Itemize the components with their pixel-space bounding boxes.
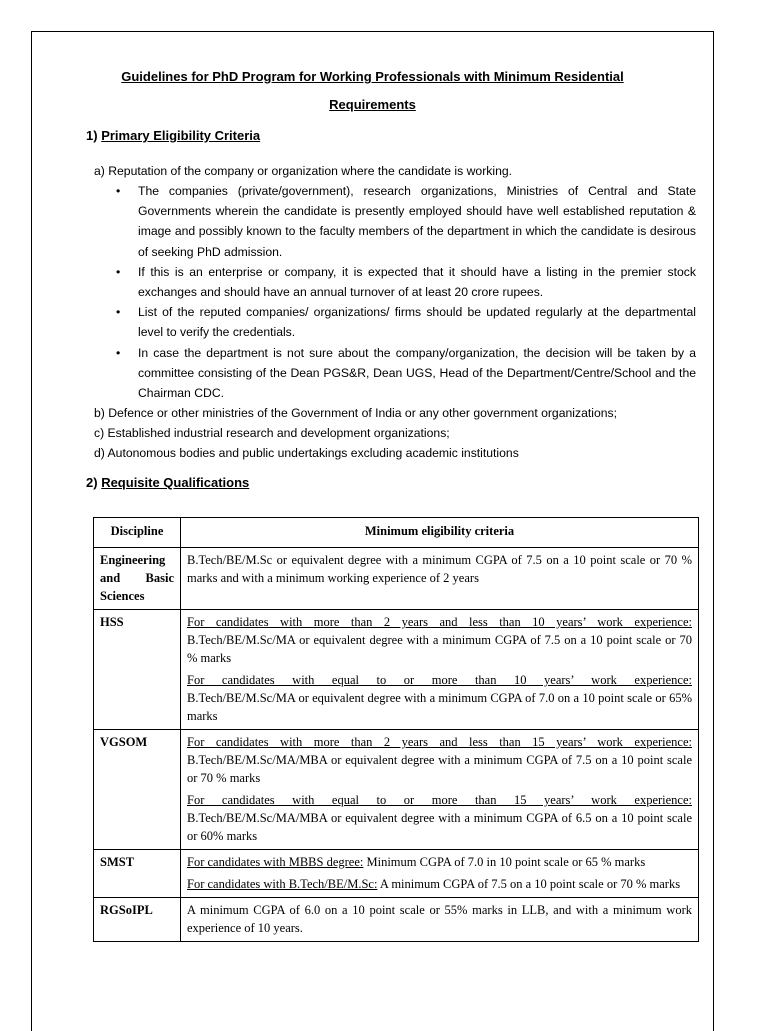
criterion-d: d) Autonomous bodies and public undertakings excluding academic institutions [94, 446, 519, 460]
criteria-paragraph [187, 613, 692, 667]
bullet-item: • The companies (private/government), research organizations, Ministries of Central and State Governments wherein the candidate is presently employed should have well established reputation & image and possibly known to the faculty members of the department in which the candidate is desirous of seeking PhD admission. [116, 181, 696, 262]
qualifications-table [93, 517, 699, 942]
criteria-text: B.Tech/BE/M.Sc/MA/MBA or equivalent degree with a minimum CGPA of 7.5 on a 10 point scale or 70 % marks [187, 753, 692, 785]
criteria-paragraph [187, 791, 692, 845]
criteria-paragraph [187, 853, 692, 871]
document-title-line2: Requirements [329, 97, 416, 112]
criteria-cell [181, 548, 699, 610]
discipline-cell: RGSoIPL [94, 898, 181, 942]
bullet-item: • In case the department is not sure about the company/organization, the decision will be taken by a committee consisting of the Dean PGS&R, Dean UGS, Head of the Department/Centre/School and the Chairman CDC. [116, 343, 696, 404]
criteria-text: B.Tech/BE/M.Sc or equivalent degree with a minimum CGPA of 7.5 on a 10 point scale or 70 % marks and with a minimum working experience of 2 years [187, 553, 692, 585]
document-title-line1: Guidelines for PhD Program for Working Professionals with Minimum Residential [121, 69, 624, 84]
criterion-c: c) Established industrial research and development organizations; [94, 426, 450, 440]
criteria-label: For candidates with B.Tech/BE/M.Sc: [187, 877, 378, 891]
criteria-paragraph [187, 671, 692, 725]
section-number: 2) [86, 475, 98, 490]
criteria-text: A minimum CGPA of 7.5 on a 10 point scale or 70 % marks [377, 877, 681, 891]
criteria-text: Minimum CGPA of 7.0 in 10 point scale or 65 % marks [363, 855, 646, 869]
bullet-item: • List of the reputed companies/ organizations/ firms should be updated regularly at the departmental level to verify the credentials. [116, 302, 696, 342]
criterion-a-bullets [116, 181, 696, 403]
criteria-text: B.Tech/BE/M.Sc/MA/MBA or equivalent degree with a minimum CGPA of 6.5 on a 10 point scale or 60% marks [187, 811, 692, 843]
criterion-a: a) Reputation of the company or organization where the candidate is working. [94, 164, 513, 178]
criteria-label: For candidates with more than 2 years and less than 15 years’ work experience: [187, 735, 692, 749]
discipline-cell: Engineering and Basic Sciences [94, 548, 181, 610]
criterion-b: b) Defence or other ministries of the Government of India or any other government organizations; [94, 406, 617, 420]
discipline-cell: VGSOM [94, 730, 181, 850]
table-row [94, 610, 699, 730]
section-number: 1) [86, 128, 98, 143]
bullet-item: • If this is an enterprise or company, it is expected that it should have a listing in the premier stock exchanges and should have an annual turnover of at least 20 crore rupees. [116, 262, 696, 302]
table-row [94, 548, 699, 610]
table-row [94, 730, 699, 850]
criteria-text: B.Tech/BE/M.Sc/MA or equivalent degree with a minimum CGPA of 7.5 on a 10 point scale or 70 % marks [187, 633, 692, 665]
criteria-cell [181, 898, 699, 942]
table-row [94, 850, 699, 898]
section-heading-requisite-qualifications [86, 475, 249, 490]
criteria-cell [181, 610, 699, 730]
criteria-text: A minimum CGPA of 6.0 on a 10 point scale or 55% marks in LLB, and with a minimum work experience of 10 years. [187, 903, 692, 935]
section-title: Primary Eligibility Criteria [101, 128, 261, 143]
discipline-cell: HSS [94, 610, 181, 730]
criteria-cell [181, 730, 699, 850]
criteria-label: For candidates with equal to or more than 10 years’ work experience: [187, 673, 692, 687]
table-row [94, 898, 699, 942]
criteria-paragraph [187, 875, 692, 893]
document-page [31, 31, 714, 1031]
header-discipline: Discipline [94, 518, 181, 548]
criteria-paragraph [187, 733, 692, 787]
criteria-label: For candidates with equal to or more than 15 years’ work experience: [187, 793, 692, 807]
criteria-cell [181, 850, 699, 898]
table-header-row [94, 518, 699, 548]
section-heading-primary-eligibility [86, 128, 260, 143]
header-criteria: Minimum eligibility criteria [181, 518, 699, 548]
section-title: Requisite Qualifications [101, 475, 250, 490]
discipline-cell: SMST [94, 850, 181, 898]
criteria-text: B.Tech/BE/M.Sc/MA or equivalent degree with a minimum CGPA of 7.0 on a 10 point scale or 65% marks [187, 691, 692, 723]
criteria-label: For candidates with MBBS degree: [187, 855, 364, 869]
criteria-label: For candidates with more than 2 years and less than 10 years’ work experience: [187, 615, 692, 629]
